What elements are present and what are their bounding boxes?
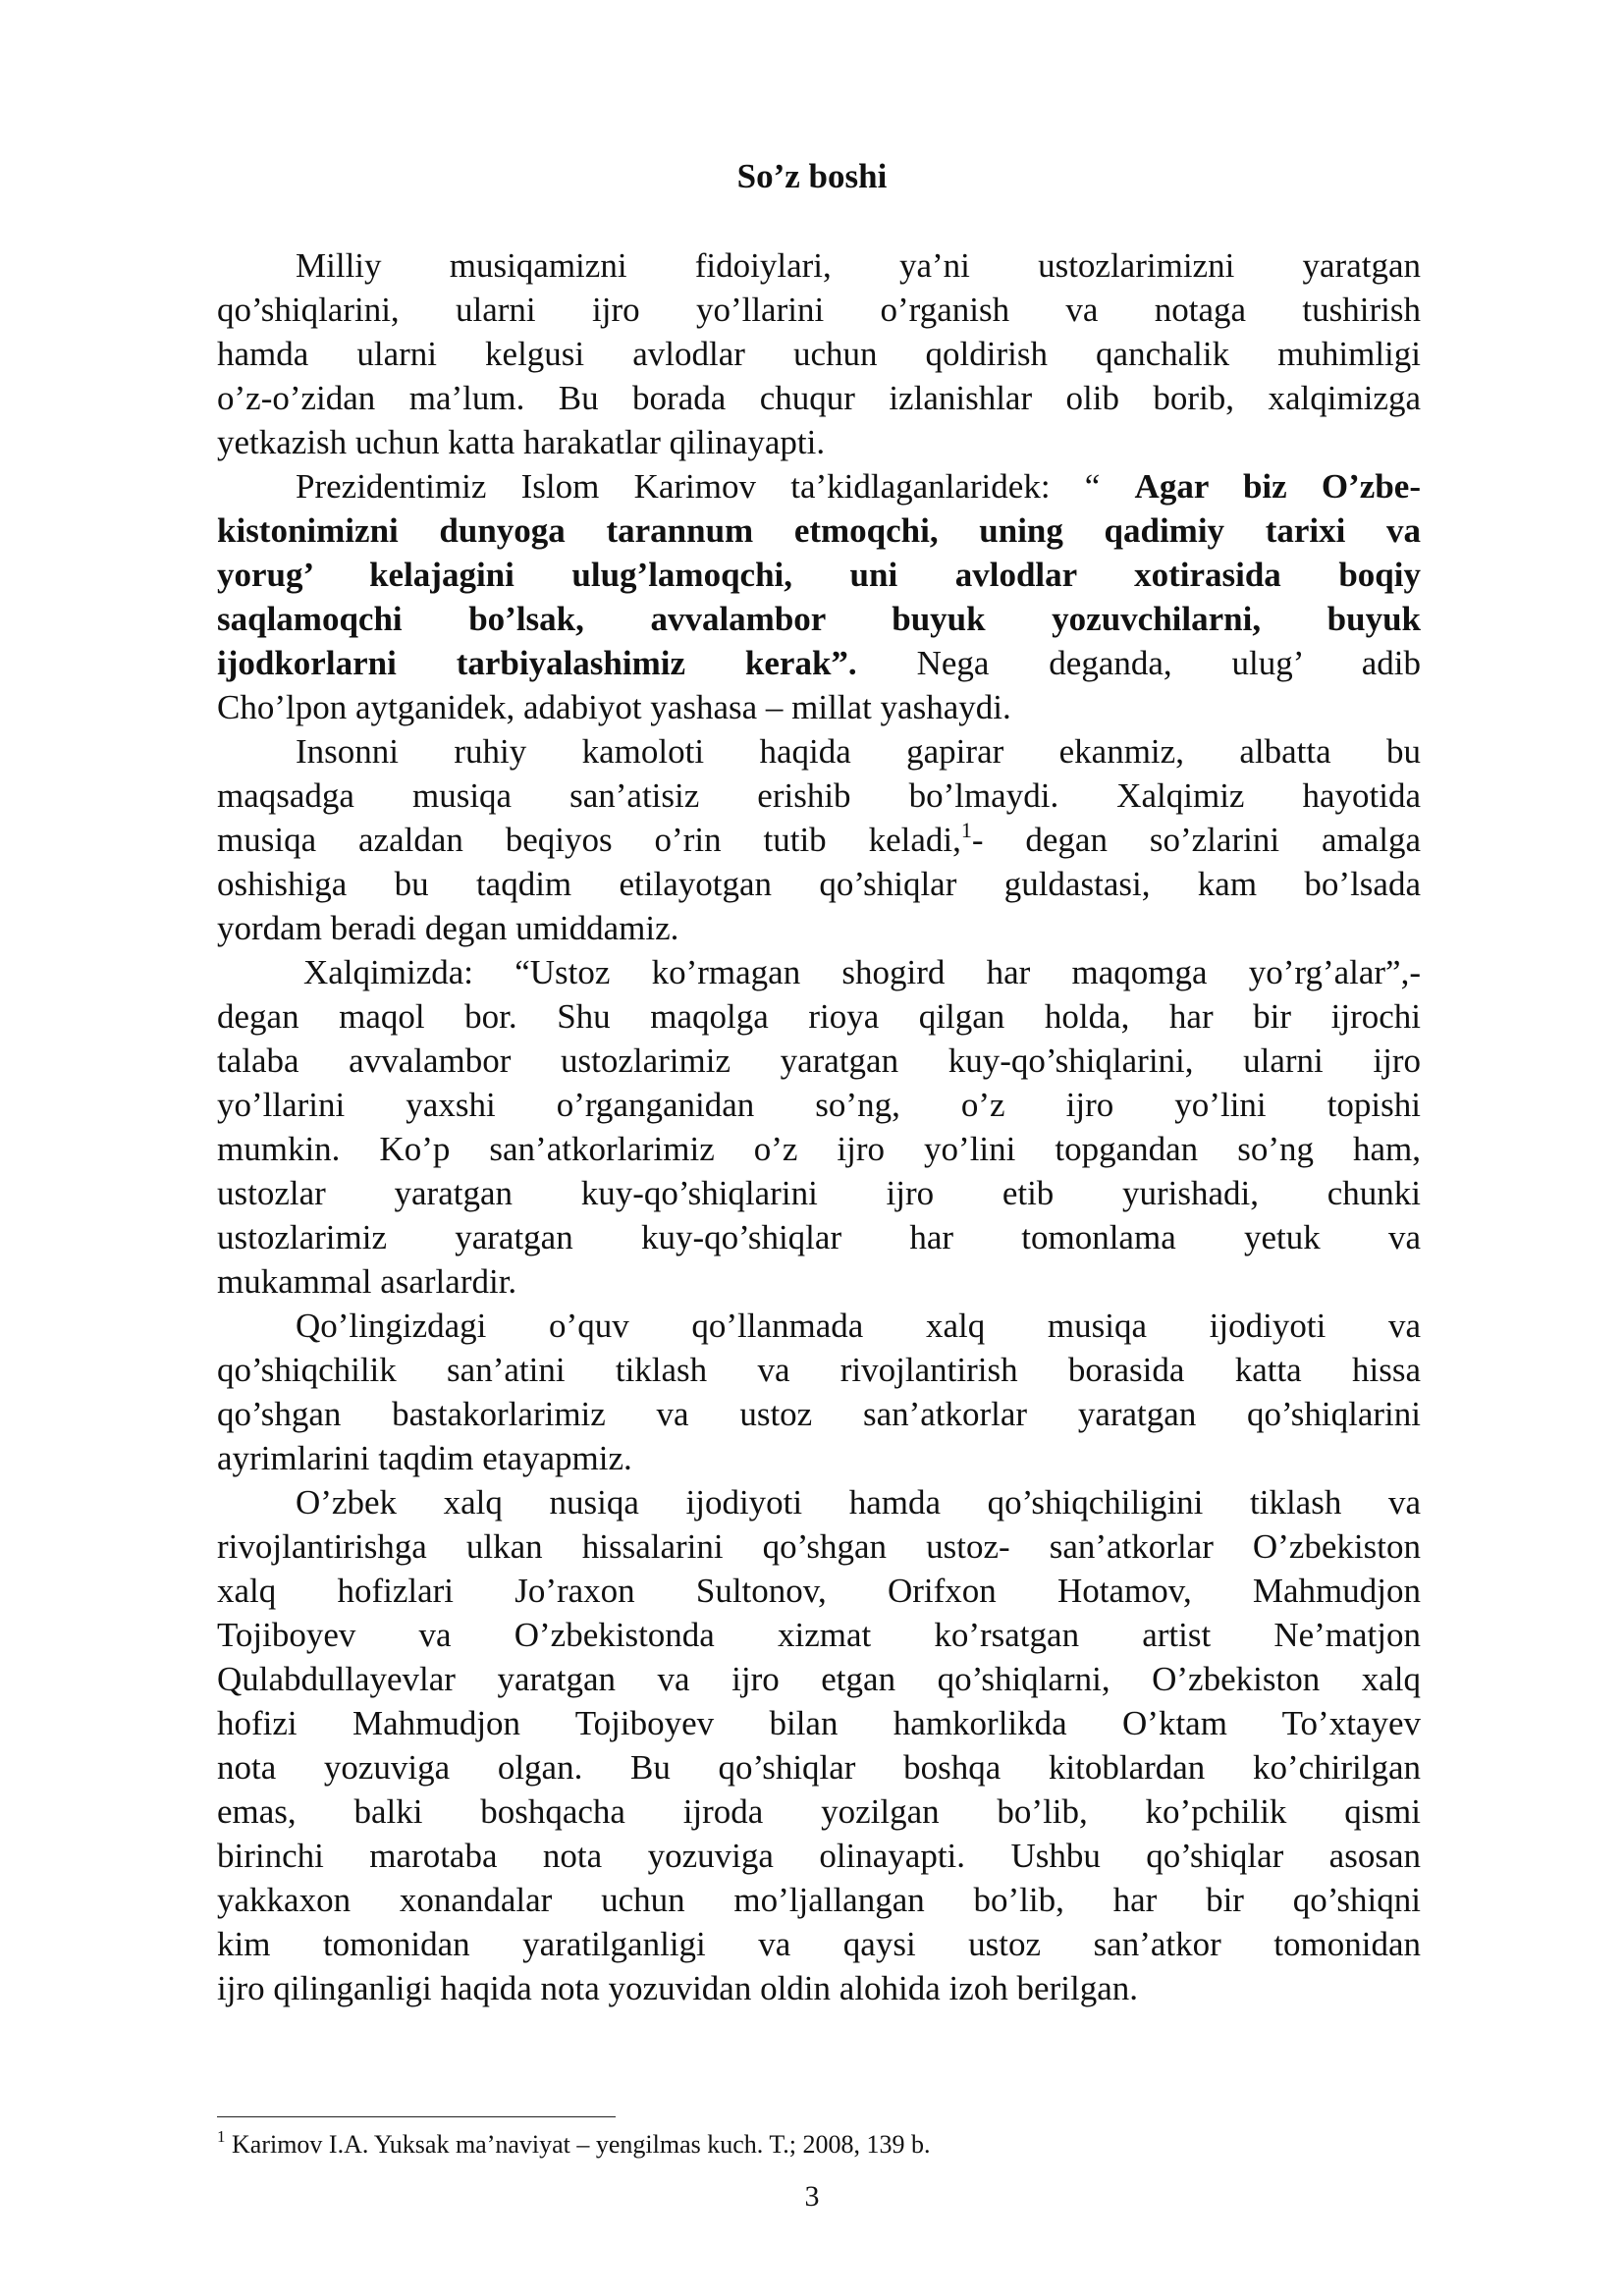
text-line: yo’llarini yaxshi o’rganganidan so’ng, o’z ijro yo’lini topishi	[217, 1086, 1421, 1124]
page-number: 3	[804, 2180, 820, 2213]
text-line: yordam beradi degan umiddamiz.	[217, 909, 679, 947]
text-line	[217, 464, 1421, 508]
footnote-reference[interactable]: 1	[960, 818, 972, 842]
text-line: mukammal asarlardir.	[217, 1262, 517, 1301]
text-span: musiqa azaldan beqiyos o’rin tutib keladi,	[217, 821, 961, 859]
text-line: oshishiga bu taqdim etilayotgan qo’shiqlar guldastasi, kam bo’lsada	[217, 865, 1421, 903]
text-span: Nega deganda, ulug’ adib	[856, 644, 1421, 682]
paragraph-2	[217, 464, 1421, 729]
text-line: kim tomonidan yaratilganligi va qaysi ustoz san’atkor tomonidan	[217, 1925, 1421, 1963]
text-line: Insonni ruhiy kamoloti haqida gapirar ekanmiz, albatta bu	[296, 732, 1421, 771]
text-line: Xalqimizda: “Ustoz ko’rmagan shogird har maqomga yo’rg’alar”,-	[303, 953, 1421, 991]
quote-line: yorug’ kelajagini ulug’lamoqchi, uni avlodlar xotirasida boqiy	[217, 556, 1421, 594]
quote-line: saqlamoqchi bo’lsak, avvalambor buyuk yozuvchilarni, buyuk	[217, 600, 1421, 638]
text-line: yakkaxon xonandalar uchun mo’ljallangan bo’lib, har bir qo’shiqni	[217, 1881, 1421, 1919]
text-line: Cho’lpon aytganidek, adabiyot yashasa – millat yashaydi.	[217, 688, 1011, 726]
text-line: talaba avvalambor ustozlarimiz yaratgan kuy-qo’shiqlarini, ularni ijro	[217, 1041, 1421, 1080]
text-line: o’z-o’zidan ma’lum. Bu borada chuqur izlanishlar olib borib, xalqimizga	[217, 379, 1421, 417]
footnote	[217, 2128, 931, 2162]
page-title: So’z boshi	[736, 157, 888, 195]
text-span: Prezidentimiz Islom Karimov ta’kidlaganlaridek: “	[296, 467, 1135, 506]
text-line: xalq hofizlari Jo’raxon Sultonov, Orifxon Hotamov, Mahmudjon	[217, 1572, 1421, 1610]
paragraph-5	[217, 1304, 1421, 1480]
text-line: qo’shiqlarini, ularni ijro yo’llarini o’rganish va notaga tushirish	[217, 291, 1421, 329]
text-line: hamda ularni kelgusi avlodlar uchun qoldirish qanchalik muhimligi	[217, 335, 1421, 373]
footnote-divider	[217, 2116, 616, 2117]
text-line: O’zbek xalq nusiqa ijodiyoti hamda qo’shiqchiligini tiklash va	[296, 1483, 1421, 1522]
text-line: Tojiboyev va O’zbekistonda xizmat ko’rsatgan artist Ne’matjon	[217, 1616, 1421, 1654]
text-line: maqsadga musiqa san’atisiz erishib bo’lmaydi. Xalqimiz hayotida	[217, 776, 1421, 815]
paragraph-6	[217, 1480, 1421, 2010]
quote-text: Agar biz O’zbe-	[1134, 467, 1421, 506]
text-line: yetkazish uchun katta harakatlar qilinayapti.	[217, 423, 826, 461]
text-line: Qo’lingizdagi o’quv qo’llanmada xalq musiqa ijodiyoti va	[296, 1307, 1421, 1345]
text-line: Milliy musiqamizni fidoiylari, ya’ni ustozlarimizni yaratgan	[296, 246, 1421, 285]
paragraph-1	[217, 243, 1421, 464]
text-line: degan maqol bor. Shu maqolga rioya qilgan holda, har bir ijrochi	[217, 997, 1421, 1036]
paragraph-3	[217, 729, 1421, 950]
text-line: qo’shgan bastakorlarimiz va ustoz san’atkorlar yaratgan qo’shiqlarini	[217, 1395, 1421, 1433]
quote-line: kistonimizni dunyoga tarannum etmoqchi, uning qadimiy tarixi va	[217, 511, 1421, 550]
text-line: hofizi Mahmudjon Tojiboyev bilan hamkorlikda O’ktam To’xtayev	[217, 1704, 1421, 1742]
text-line: nota yozuviga olgan. Bu qo’shiqlar boshqa kitoblardan ko’chirilgan	[217, 1748, 1421, 1787]
body-text	[217, 243, 1421, 2010]
footnote-mark: 1	[217, 2127, 226, 2146]
text-line: birinchi marotaba nota yozuviga olinayapti. Ushbu qo’shiqlar asosan	[217, 1837, 1421, 1875]
text-line: ustozlarimiz yaratgan kuy-qo’shiqlar har tomonlama yetuk va	[217, 1218, 1421, 1256]
text-line	[217, 818, 1421, 862]
text-line: mumkin. Ko’p san’atkorlarimiz o’z ijro yo’lini topgandan so’ng ham,	[217, 1130, 1421, 1168]
text-line: Qulabdullayevlar yaratgan va ijro etgan qo’shiqlarni, O’zbekiston xalq	[217, 1660, 1421, 1698]
text-line: rivojlantirishga ulkan hissalarini qo’shgan ustoz- san’atkorlar O’zbekiston	[217, 1527, 1421, 1566]
text-line: emas, balki boshqacha ijroda yozilgan bo’lib, ko’pchilik qismi	[217, 1792, 1421, 1831]
paragraph-4	[217, 950, 1421, 1304]
text-line	[217, 641, 1421, 685]
text-line: qo’shiqchilik san’atini tiklash va rivojlantirish borasida katta hissa	[217, 1351, 1421, 1389]
text-line: ayrimlarini taqdim etayapmiz.	[217, 1439, 632, 1477]
footnote-text: Karimov I.A. Yuksak ma’naviyat – yengilmas kuch. T.; 2008, 139 b.	[225, 2130, 931, 2159]
quote-text: ijodkorlarni tarbiyalashimiz kerak”.	[217, 644, 857, 682]
text-line: ustozlar yaratgan kuy-qo’shiqlarini ijro etib yurishadi, chunki	[217, 1174, 1421, 1212]
text-span: - degan so’zlarini amalga	[971, 821, 1422, 859]
text-line: ijro qilinganligi haqida nota yozuvidan oldin alohida izoh berilgan.	[217, 1969, 1138, 2007]
